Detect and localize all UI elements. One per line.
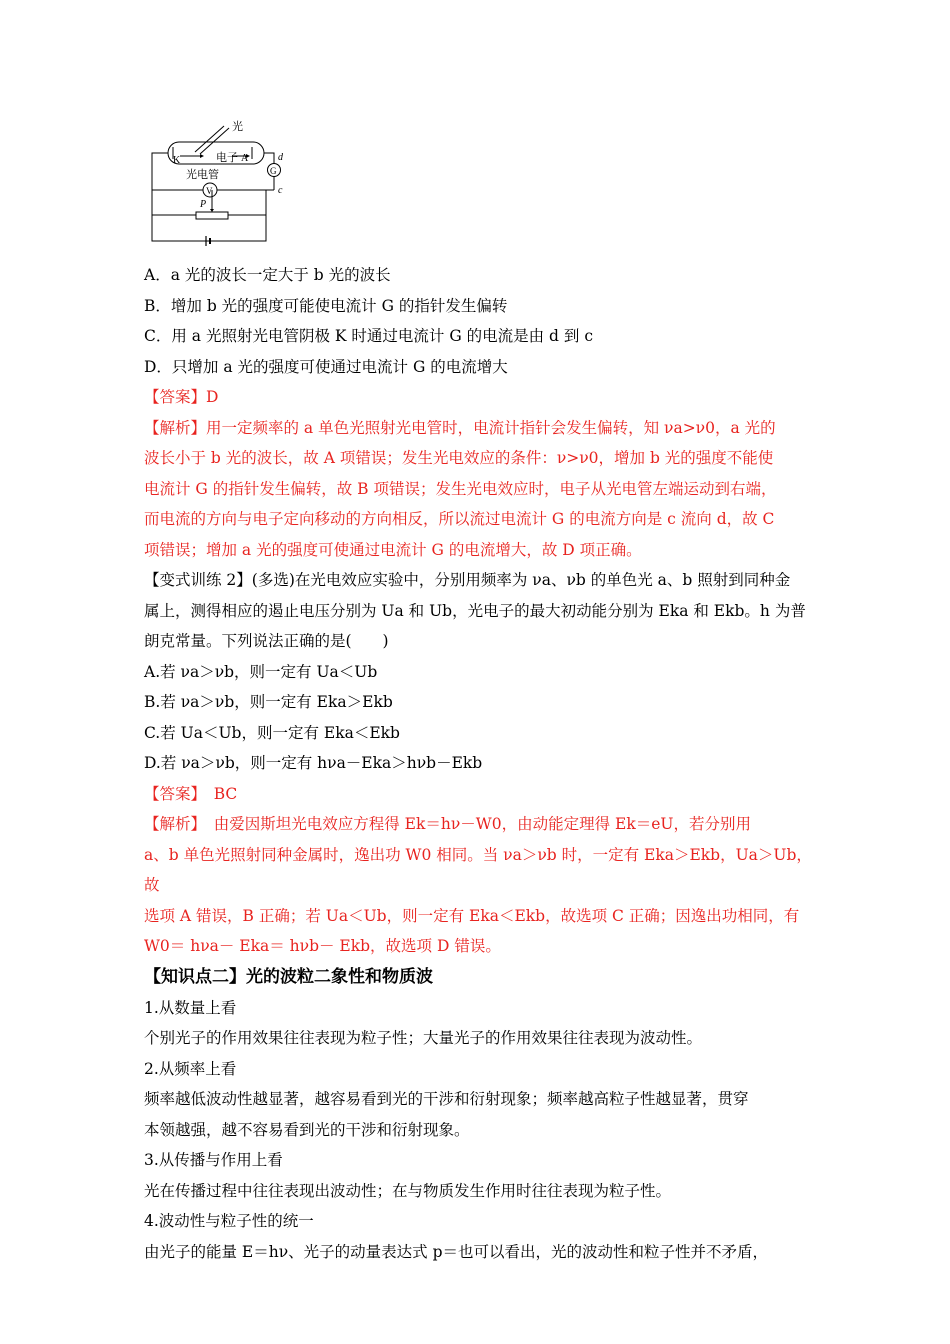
diagram-label-k: K — [173, 155, 181, 166]
q2-stem-line: 朗克常量。下列说法正确的是( ) — [144, 632, 389, 650]
section-item-body: 本领越强，越不容易看到光的干涉和衍射现象。 — [144, 1120, 470, 1139]
diagram-label-g: G — [270, 166, 277, 176]
section-item-body: 个别光子的作用效果往往表现为粒子性；大量光子的作用效果往往表现为波动性。 — [144, 1029, 703, 1047]
diagram-label-c: c — [278, 185, 283, 196]
q2-option-c: C.若 Ua＜Ub，则一定有 Eka＜Ekb — [144, 723, 400, 742]
q2-option-a: A.若 νa＞νb，则一定有 Ua＜Ub — [144, 662, 378, 681]
q2-stem-line: 【变式训练 2】(多选)在光电效应实验中，分别用频率为 νa、νb 的单色光 a、b 照射到同种金 — [144, 571, 791, 589]
section-item-body: 光在传播过程中往往表现出波动性；在与物质发生作用时往往表现为粒子性。 — [144, 1181, 672, 1200]
q2-analysis-line: 选项 A 错误，B 正确；若 Ua＜Ub，则一定有 Eka＜Ekb，故选项 C 正确；因逸出功相同，有 — [144, 906, 800, 925]
q1-analysis-line: 电流计 G 的指针发生偏转，故 B 项错误；发生光电效应时，电子从光电管左端运动到右端， — [144, 479, 777, 498]
q2-option-d: D.若 νa＞νb，则一定有 hνa－Eka＞hνb－Ekb — [144, 754, 483, 772]
q1-analysis-line: 而电流的方向与电子定向移动的方向相反，所以流过电流计 G 的电流方向是 c 流向 d，故 C — [144, 510, 775, 528]
q2-analysis — [144, 809, 812, 962]
q2-stem — [144, 565, 812, 657]
diagram-label-electron: 电子 — [216, 152, 238, 164]
section-item-body: 频率越低波动性越显著，越容易看到光的干涉和衍射现象；频率越高粒子性越显著，贯穿 — [144, 1090, 749, 1108]
section-item-heading: 4.波动性与粒子性的统一 — [144, 1212, 314, 1230]
diagram-label-a: A — [241, 153, 249, 164]
section-title: 【知识点二】光的波粒二象性和物质波 — [144, 966, 433, 987]
diagram-label-tube: 光电管 — [186, 169, 219, 181]
photoelectric-circuit-diagram — [140, 118, 283, 248]
q2-option-b: B.若 νa＞νb，则一定有 Eka＞Ekb — [144, 693, 393, 711]
diagram-label-v: V — [206, 186, 213, 196]
diagram-label-p: P — [200, 199, 207, 210]
section-item-heading: 3.从传播与作用上看 — [144, 1151, 283, 1169]
q1-option-b: B．增加 b 光的强度可能使电流计 G 的指针发生偏转 — [144, 296, 508, 315]
section-item-heading: 2.从频率上看 — [144, 1059, 237, 1078]
section-item-heading: 1.从数量上看 — [144, 998, 237, 1017]
q2-analysis-line: a、b 单色光照射同种金属时，逸出功 W0 相同。当 νa＞νb 时，一定有 Eka＞Ekb，Ua＞Ub，故 — [144, 845, 812, 894]
q1-option-c: C．用 a 光照射光电管阴极 K 时通过电流计 G 的电流是由 d 到 c — [144, 327, 594, 345]
q1-analysis-line: 波长小于 b 光的波长，故 A 项错误；发生光电效应的条件：ν>ν0，增加 b 光的强度不能使 — [144, 449, 774, 467]
q1-option-d: D．只增加 a 光的强度可使通过电流计 G 的电流增大 — [144, 357, 508, 376]
q1-analysis — [144, 413, 812, 566]
q2-answer: 【答案】 BC — [144, 784, 238, 803]
q2-analysis-line: 【解析】 由爱因斯坦光电效应方程得 Ek＝hν－W0，由动能定理得 Ek＝eU，若分别用 — [144, 815, 751, 833]
diagram-label-light: 光 — [232, 121, 243, 133]
q1-option-a: A．a 光的波长一定大于 b 光的波长 — [144, 266, 391, 284]
section-item-body: 由光子的能量 E＝hν、光子的动量表达式 p＝也可以看出，光的波动性和粒子性并不矛盾， — [144, 1242, 768, 1261]
q2-stem-line: 属上，测得相应的遏止电压分别为 Ua 和 Ub，光电子的最大初动能分别为 Eka 和 Ekb。h 为普 — [144, 601, 806, 620]
q1-answer: 【答案】D — [144, 388, 219, 406]
diagram-label-d: d — [278, 152, 283, 163]
q1-analysis-line: 【解析】用一定频率的 a 单色光照射光电管时，电流计指针会发生偏转，知 νa>ν0，a 光的 — [144, 418, 776, 437]
q2-analysis-line: W0＝ hνa－ Eka＝ hνb－ Ekb，故选项 D 错误。 — [144, 937, 501, 955]
q1-analysis-line: 项错误；增加 a 光的强度可使通过电流计 G 的电流增大，故 D 项正确。 — [144, 540, 642, 559]
document-content — [144, 260, 812, 1267]
